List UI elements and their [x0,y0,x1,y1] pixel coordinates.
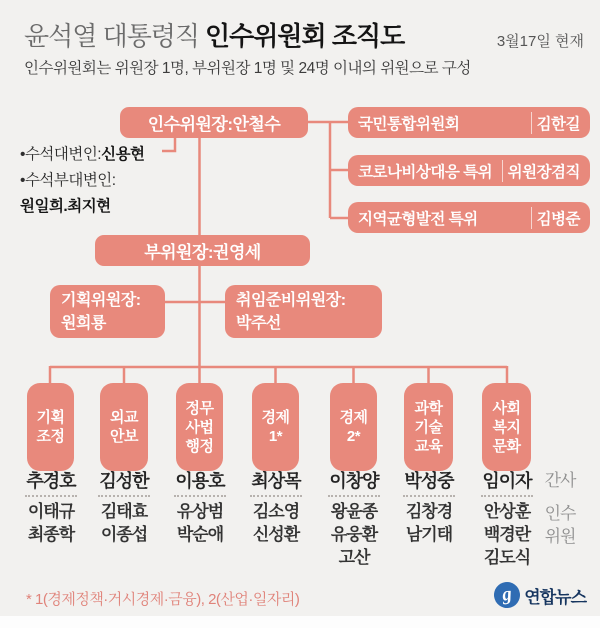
division-member-name: 김도식 [483,548,531,567]
name-column [13,469,89,546]
division-label-line: 1* [268,428,283,445]
dotted-divider [98,495,150,497]
division-member-name: 유웅환 [330,525,378,544]
deputy-spokesperson-label: 수석부대변인: [24,172,116,189]
division-chief-name: 최상목 [251,471,301,491]
division-label-line: 기획 [36,409,65,426]
division-label-line: 정무 [185,399,214,417]
chairman-box: 인수위원장:안철수 [120,107,308,138]
division-box-planning-coord [27,383,74,471]
division-chief-name: 박성중 [404,471,454,491]
division-member-name: 고산 [338,548,370,567]
dotted-divider [174,495,226,497]
yonhap-logo [494,582,586,608]
division-chief-name: 추경호 [26,471,76,491]
inauguration-chair-box [225,285,382,338]
row-legend [528,469,592,548]
chief-spokesperson-line [20,142,145,168]
division-label-line: 문화 [492,437,521,455]
spokesperson-notes [20,142,145,220]
legend-member-line: 인수 [544,504,576,523]
deputy-spokesperson-line [20,168,145,194]
division-label-line: 안보 [110,428,138,445]
division-label-line: 사회 [492,399,521,417]
inauguration-chair-name: 박주선 [236,314,281,332]
side-committee-covid [348,155,590,186]
name-column [316,469,392,569]
side-committee-head: 김한길 [531,112,580,134]
yonhap-logo-text: 연합뉴스 [524,587,586,607]
division-member-name: 신성환 [252,525,300,544]
dotted-divider [25,495,77,497]
deputy-spokesperson-names [20,194,145,220]
planning-chair-title: 기획위원장: [61,291,141,309]
side-committee-title: 지역균형발전 특위 [358,210,478,228]
division-member-name: 김창경 [405,502,453,521]
division-chief-name: 이용호 [175,471,225,491]
chief-spokesperson-label: 수석대변인: [24,146,102,163]
dotted-divider [481,495,533,497]
planning-chair-box [50,285,165,338]
name-column [162,469,238,546]
side-committee-head: 위원장겸직 [502,160,580,182]
as-of-date: 3월17일 현재 [496,33,584,50]
dotted-divider [250,495,302,497]
inauguration-chair-title: 취임준비위원장: [236,291,346,309]
dotted-divider [328,495,380,497]
division-label-line: 2* [346,428,361,445]
division-box-economy-2 [330,383,377,471]
division-member-name: 안상훈 [483,502,531,521]
division-member-name: 최종학 [27,525,75,544]
page-title-main: 인수위원회 조직도 [205,21,405,51]
name-column [86,469,162,546]
division-box-political-legal-admin [176,383,223,471]
bottom-strip [0,616,600,628]
yonhap-logo-icon: g [493,580,522,609]
division-member-name: 유상범 [176,502,224,521]
side-committee-head: 김병준 [531,207,580,229]
side-committee-title: 코로나비상대응 특위 [358,163,493,181]
subtitle: 인수위원회는 위원장 1명, 부위원장 1명 및 24명 이내의 위원으로 구성 [24,60,471,77]
division-chief-name: 임이자 [482,471,532,491]
side-committee-unity [348,107,590,138]
vice-chairman-box: 부위원장:권영세 [95,235,310,266]
side-committee-title: 국민통합위원회 [358,115,460,133]
name-column [391,469,467,546]
division-label-line: 사법 [185,418,214,436]
division-label-line: 복지 [492,418,521,436]
division-member-name: 왕윤종 [330,502,378,521]
page-title [24,16,404,53]
division-label-line: 외교 [110,409,138,426]
planning-chair-name: 원희룡 [61,314,106,332]
division-box-social-welfare-culture [482,383,531,471]
side-committee-regional [348,202,590,233]
legend-chief: 간사 [544,471,576,490]
footnote: * 1(경제정책·거시경제·금융), 2(산업·일자리) [26,591,300,608]
division-member-name: 이종섭 [100,525,148,544]
division-box-economy-1 [252,383,299,471]
legend-member-line: 위원 [544,527,576,546]
division-label-line: 조정 [36,428,65,445]
division-label-line: 과학 [414,399,443,417]
division-chief-name: 김성한 [99,471,149,491]
division-member-name: 김태효 [100,502,148,521]
division-member-name: 남기태 [405,525,453,544]
division-member-name: 김소영 [252,502,300,521]
dotted-divider [403,495,455,497]
division-box-science-tech-edu [404,383,453,471]
division-label-line: 경제 [339,409,368,426]
division-member-name: 백경란 [483,525,531,544]
division-chief-name: 이창양 [329,471,379,491]
deputy-names: 원일희.최지현 [20,198,111,215]
division-member-name: 이태규 [27,502,75,521]
division-label-line: 경제 [261,409,290,426]
division-member-name: 박순애 [176,525,224,544]
division-label-line: 기술 [414,418,443,436]
division-label-line: 행정 [185,437,214,455]
page-title-prefix: 윤석열 대통령직 [24,21,200,51]
division-box-foreign-security [100,383,148,471]
chief-spokesperson-name: 신용현 [101,146,145,163]
name-column [238,469,314,546]
bullet: • [20,172,25,189]
bullet: • [20,146,25,163]
division-label-line: 교육 [414,437,443,455]
